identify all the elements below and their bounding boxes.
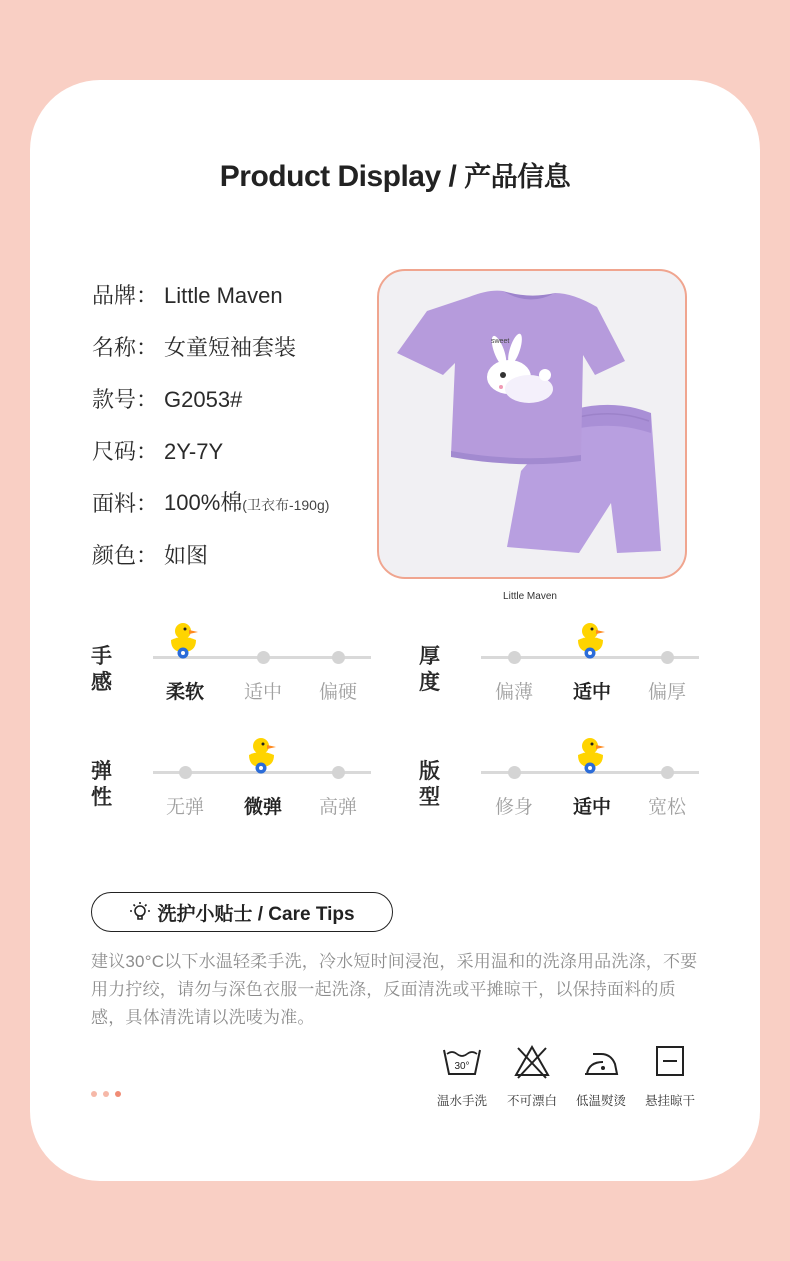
care-label: 悬挂晾干: [644, 1094, 695, 1108]
spec-key: 名称：: [92, 335, 159, 360]
attribute-dot: [332, 651, 345, 664]
spec-key: 颜色：: [92, 543, 159, 568]
decor-dots: [91, 1091, 121, 1097]
spec-key: 尺码：: [92, 439, 159, 464]
care-label: 不可漂白: [506, 1094, 557, 1108]
attribute-option: 偏厚: [647, 682, 686, 703]
title-en: Product Display: [219, 160, 441, 193]
spec-key: 款号：: [92, 387, 159, 412]
attribute-option: 无弹: [165, 797, 204, 818]
attribute-option-selected: 柔软: [165, 682, 204, 703]
attribute-option: 高弹: [318, 797, 357, 818]
attribute-dot: [332, 766, 345, 779]
care-tips-title: 洗护小贴士 / Care Tips: [157, 903, 355, 925]
care-label: 低温熨烫: [575, 1094, 626, 1108]
attribute-option: 修身: [494, 797, 533, 818]
attribute-option: 偏薄: [494, 682, 533, 703]
svg-text:sweet: sweet: [491, 338, 510, 345]
spec-row-style-no: [92, 374, 329, 426]
spec-value: 如图: [164, 543, 209, 568]
no-bleach-icon: [512, 1044, 552, 1080]
spec-value: 100%棉(卫衣布-190g): [164, 490, 330, 515]
spec-row-name: [92, 322, 329, 374]
spec-row-size: [92, 426, 329, 478]
hang-dry-icon: [650, 1044, 690, 1080]
spec-list: [92, 270, 329, 582]
duck-marker-icon: [575, 735, 609, 775]
spec-key: 面料：: [92, 491, 159, 516]
spec-value: G2053#: [164, 387, 243, 412]
photo-caption: Little Maven: [503, 591, 557, 602]
attribute-option-selected: 微弹: [243, 797, 282, 818]
outfit-illustration: [379, 271, 685, 577]
spec-key: 品牌：: [92, 283, 159, 308]
attribute-label: 弹性: [91, 760, 112, 809]
attribute-dot: [508, 766, 521, 779]
care-tips-pill: [91, 892, 393, 932]
spec-value: 女童短袖套装: [164, 335, 297, 360]
fabric-note: (卫衣布-190g): [242, 497, 330, 513]
spec-row-brand: [92, 270, 329, 322]
svg-text:30°: 30°: [454, 1061, 470, 1072]
duck-marker-icon: [575, 620, 609, 660]
care-item-low-iron: [566, 1044, 636, 1109]
duck-marker-icon: [246, 735, 280, 775]
low-iron-icon: [581, 1044, 621, 1080]
spec-row-color: [92, 530, 329, 582]
duck-marker-icon: [168, 620, 202, 660]
spec-value: Little Maven: [164, 283, 283, 308]
attribute-dot: [661, 651, 674, 664]
care-tips-text: 建议30°C以下水温轻柔手洗，冷水短时间浸泡，采用温和的洗涤用品洗涤，不要用力拧绞，请勿与深色衣服一起洗涤，反面清洗或平摊晾干，以保持面料的质感，具体清洗请以洗唛为准。: [91, 952, 698, 1027]
attribute-label: 手感: [91, 645, 112, 694]
page-title: [0, 155, 790, 194]
care-item-hand-wash: [427, 1044, 497, 1109]
spec-row-fabric: [92, 478, 329, 530]
attribute-dot: [257, 651, 270, 664]
attribute-option: 偏硬: [318, 682, 357, 703]
care-item-no-bleach: [497, 1044, 567, 1109]
attribute-option-selected: 适中: [572, 797, 611, 818]
attribute-label: 厚度: [419, 645, 440, 694]
hand-wash-30-icon: [442, 1044, 482, 1080]
product-photo: [377, 269, 687, 579]
title-cn: 产品信息: [464, 162, 571, 192]
attribute-option: 宽松: [647, 797, 686, 818]
attribute-dot: [508, 651, 521, 664]
care-item-hang-dry: [635, 1044, 705, 1109]
lightbulb-icon: [129, 901, 151, 923]
care-label: 温水手洗: [436, 1094, 487, 1108]
attribute-option-selected: 适中: [572, 682, 611, 703]
spec-value: 2Y-7Y: [164, 439, 224, 464]
title-sep: /: [440, 160, 465, 193]
attribute-option: 适中: [243, 682, 282, 703]
attribute-label: 版型: [419, 760, 440, 809]
attribute-dot: [661, 766, 674, 779]
attribute-dot: [179, 766, 192, 779]
